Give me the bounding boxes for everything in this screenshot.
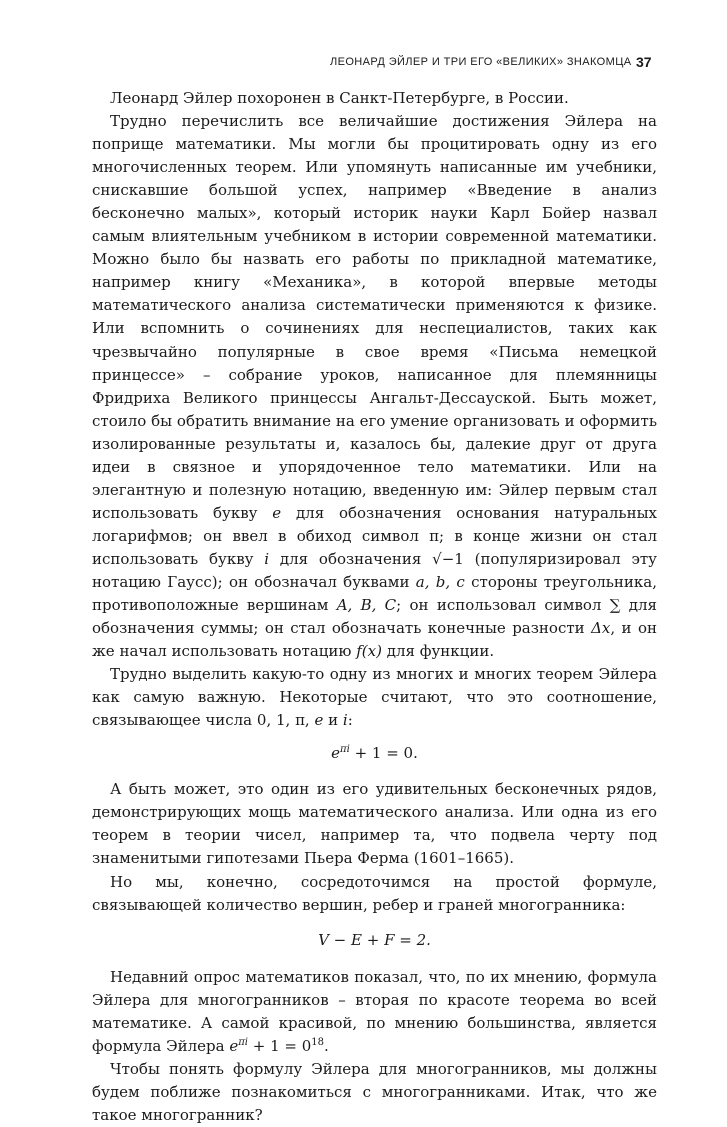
- p6-formula-exponent: πi: [238, 1036, 248, 1048]
- p2-text-4: для обозначения: [269, 549, 433, 568]
- p2-letters-ABC: A, B, C: [336, 596, 397, 615]
- formula-euler-identity: [92, 742, 657, 765]
- p2-text-8: , и он же начал использовать нотацию: [92, 619, 657, 661]
- body-text: [92, 87, 657, 1127]
- paragraph-6: [92, 966, 657, 1058]
- paragraph-7: Чтобы понять формулу Эйлера для многогранников, мы должны будем поближе познакомиться с многогранниками. Итак, что же такое многогранник?: [92, 1059, 657, 1124]
- p6-text-2: + 1 = 0: [247, 1036, 312, 1055]
- p3-letter-i: i: [342, 711, 348, 730]
- formula1-exponent: πi: [340, 744, 350, 756]
- p2-delta-x: Δx: [591, 619, 611, 638]
- p3-text-3: и: [323, 711, 343, 730]
- p2-symbol-pi: π: [429, 526, 440, 545]
- p2-text-2: для обозначения основания натуральных логарифмов; он ввел в обиход символ: [92, 503, 657, 545]
- p3-text-4: :: [347, 711, 353, 730]
- paragraph-5: Но мы, конечно, сосредоточимся на простой формуле, связывающей количество вершин, ребер и граней многогранника:: [92, 872, 657, 914]
- paragraph-3: [92, 663, 657, 732]
- paragraph-4: А быть может, это один из его удивительных бесконечных рядов, демонстрирующих мощь математического анализа. Или одна из его теорем в теории чисел, например та, что подвела черту под знаменитыми гипотезами Пьера Ферма (1601–1665).: [92, 780, 657, 868]
- p2-text-6: стороны треугольника, противоположные вершинам: [92, 572, 657, 615]
- p2-sqrt-minus-one: √−1: [432, 549, 464, 568]
- p2-letters-abc: a, b, c: [415, 572, 465, 591]
- p3-text-1: Трудно выделить какую-то одну из многих и многих теорем Эйлера как самую важную. Некоторые считают, что это соотношение, связывающее числа 0, 1,: [92, 665, 657, 730]
- p6-formula-base: e: [229, 1036, 239, 1055]
- running-header: ЛЕОНАРД ЭЙЛЕР И ТРИ ЕГО «ВЕЛИКИХ» ЗНАКОМЦА: [330, 56, 632, 68]
- p2-text-5: (популяризировал эту нотацию Гаусс); он обозначал буквами: [92, 549, 657, 591]
- p2-text-1: Трудно перечислить все величайшие достижения Эйлера на поприще математики. Мы могли бы процитировать одну из его многочисленных теорем. Или упомянуть написанные им учебники, снискавшие большой успех, например «Введение в анализ бесконечно малых», который историк науки Карл Бойер назвал самым влиятельным учебником в истории современной математики. Можно было бы назвать его работы по прикладной математике, например книгу «Механика», в которой впервые методы математического анализа систематически применяются к физике. Или вспомнить о сочинениях для неспециалистов, таких как чрезвычайно популярные в свое время «Письма немецкой принцессе» – собрание уроков, написанное для племянницы Фридриха Великого принцессы Ангальт-Дессауской. Быть может, стоило бы обратить внимание на его умение организовать и оформить изолированные результаты и, казалось бы, далекие друг от друга идеи в связное и упорядоченное тело математики. Или на элегантную и полезную нотацию, введенную им: Эйлер первым стал использовать букву: [92, 112, 657, 522]
- p2-letter-e: e: [272, 503, 282, 522]
- p2-f-of-x: f(x): [356, 642, 382, 661]
- footnote-marker[interactable]: 18: [311, 1036, 325, 1048]
- p2-text-3: ; в конце жизни он стал использовать букву: [92, 526, 657, 568]
- paragraph-1: Леонард Эйлер похоронен в Санкт-Петербурге, в России.: [110, 89, 569, 107]
- formula-polyhedron: V − E + F = 2.: [318, 930, 431, 949]
- formula1-base: e: [331, 744, 341, 763]
- p2-text-7: ; он использовал символ ∑ для обозначения суммы; он стал обозначать конечные разности: [92, 596, 657, 638]
- formula1-rest: + 1 = 0.: [349, 744, 418, 763]
- p6-text-1: Недавний опрос математиков показал, что, по их мнению, формула Эйлера для многогранников – вторая по красоте теорема во всей математике. А самой красивой, по мнению большинства, является формула Эйлера: [92, 967, 657, 1055]
- p6-text-3: .: [324, 1036, 329, 1055]
- page-number: 37: [636, 54, 652, 70]
- p2-text-9: для функции.: [381, 642, 495, 661]
- p3-symbol-pi: π: [295, 711, 305, 730]
- p3-letter-e: e: [314, 711, 324, 730]
- p2-letter-i: i: [264, 549, 270, 568]
- p3-text-2: ,: [304, 711, 315, 730]
- paragraph-2: [92, 110, 657, 663]
